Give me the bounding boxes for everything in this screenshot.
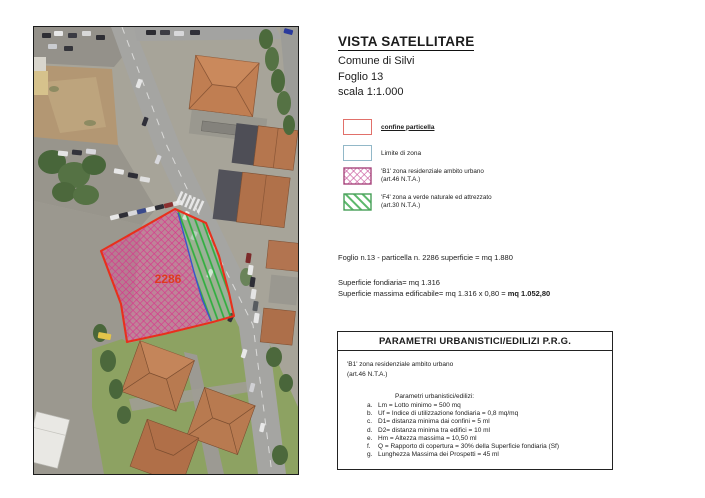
satellite-map-canvas — [34, 27, 298, 474]
info-line-edificabile — [338, 288, 550, 299]
parametri-title: PARAMETRI URBANISTICI/EDILIZI P.R.G. — [338, 332, 612, 351]
parametri-list — [367, 402, 606, 459]
info-edificabile-prefix: Superficie massima edificabile= mq 1.316 x 0,80 = — [338, 289, 508, 298]
subtitle-comune: Comune di Silvi — [338, 55, 415, 67]
subtitle-scala: scala 1:1.000 — [338, 86, 404, 98]
parametri-box — [337, 331, 613, 470]
legend-label: Limite di zona — [381, 149, 422, 157]
parametri-item: g. Lunghezza Massima dei Prospetti = 45 ml — [367, 451, 499, 459]
parametri-item: b. Uf = Indice di utilizzazione fondiaria = 0,8 mq/mq — [367, 410, 519, 418]
legend — [343, 119, 492, 211]
info-line-superficie: Foglio n.13 - particella n. 2286 superficie = mq 1.880 — [338, 253, 513, 262]
legend-item-b1 — [343, 167, 492, 185]
parametri-item: a. Lm = Lotto minimo = 500 mq — [367, 402, 461, 409]
info-line-fondiaria: Superficie fondiaria= mq 1.316 — [338, 278, 440, 287]
parametri-item: e. Hm = Altezza massima = 10,50 ml — [367, 434, 477, 442]
legend-label-group — [381, 194, 492, 210]
f4-swatch — [343, 193, 372, 211]
legend-item-f4 — [343, 193, 492, 211]
b1-swatch — [343, 167, 372, 185]
legend-label: 'B1' zona residenziale ambito urbano — [381, 168, 484, 175]
legend-label: confine particella — [381, 123, 435, 131]
legend-label: 'F4' zona a verde naturale ed attrezzato — [381, 194, 492, 201]
legend-sublabel: (art.30 N.T.A.) — [381, 202, 421, 209]
building-large-north — [189, 55, 259, 116]
parametri-item: c. D1= distanza minima dai confini = 5 ml — [367, 418, 490, 426]
parametri-zone-ref: (art.46 N.T.A.) — [347, 370, 388, 378]
legend-item-limite — [343, 145, 492, 161]
legend-item-confine — [343, 119, 492, 135]
parametri-body — [338, 351, 612, 459]
parametri-zone: 'B1' zona residenziale ambito urbano — [347, 361, 454, 368]
page-title: VISTA SATELLITARE — [338, 34, 475, 49]
parametri-list-header: Parametri urbanistici/edilizi: — [395, 393, 475, 400]
subtitle-foglio: Foglio 13 — [338, 70, 384, 83]
parcel-number-label: 2286 — [154, 272, 182, 286]
legend-sublabel: (art.46 N.T.A.) — [381, 176, 421, 183]
parametri-item: f. Q = Rapporto di copertura = 30% della Superficie fondiaria (Sf) — [367, 443, 560, 451]
info-edificabile-value: mq 1.052,80 — [507, 289, 551, 298]
legend-label-group — [381, 168, 484, 184]
title-block — [338, 33, 474, 101]
limite-swatch — [343, 145, 372, 161]
parcel-info — [338, 252, 550, 299]
satellite-map — [33, 26, 299, 475]
confine-swatch — [343, 119, 372, 135]
parametri-item: d. D2= distanza minima tra edifici = 10 ml — [367, 426, 490, 434]
